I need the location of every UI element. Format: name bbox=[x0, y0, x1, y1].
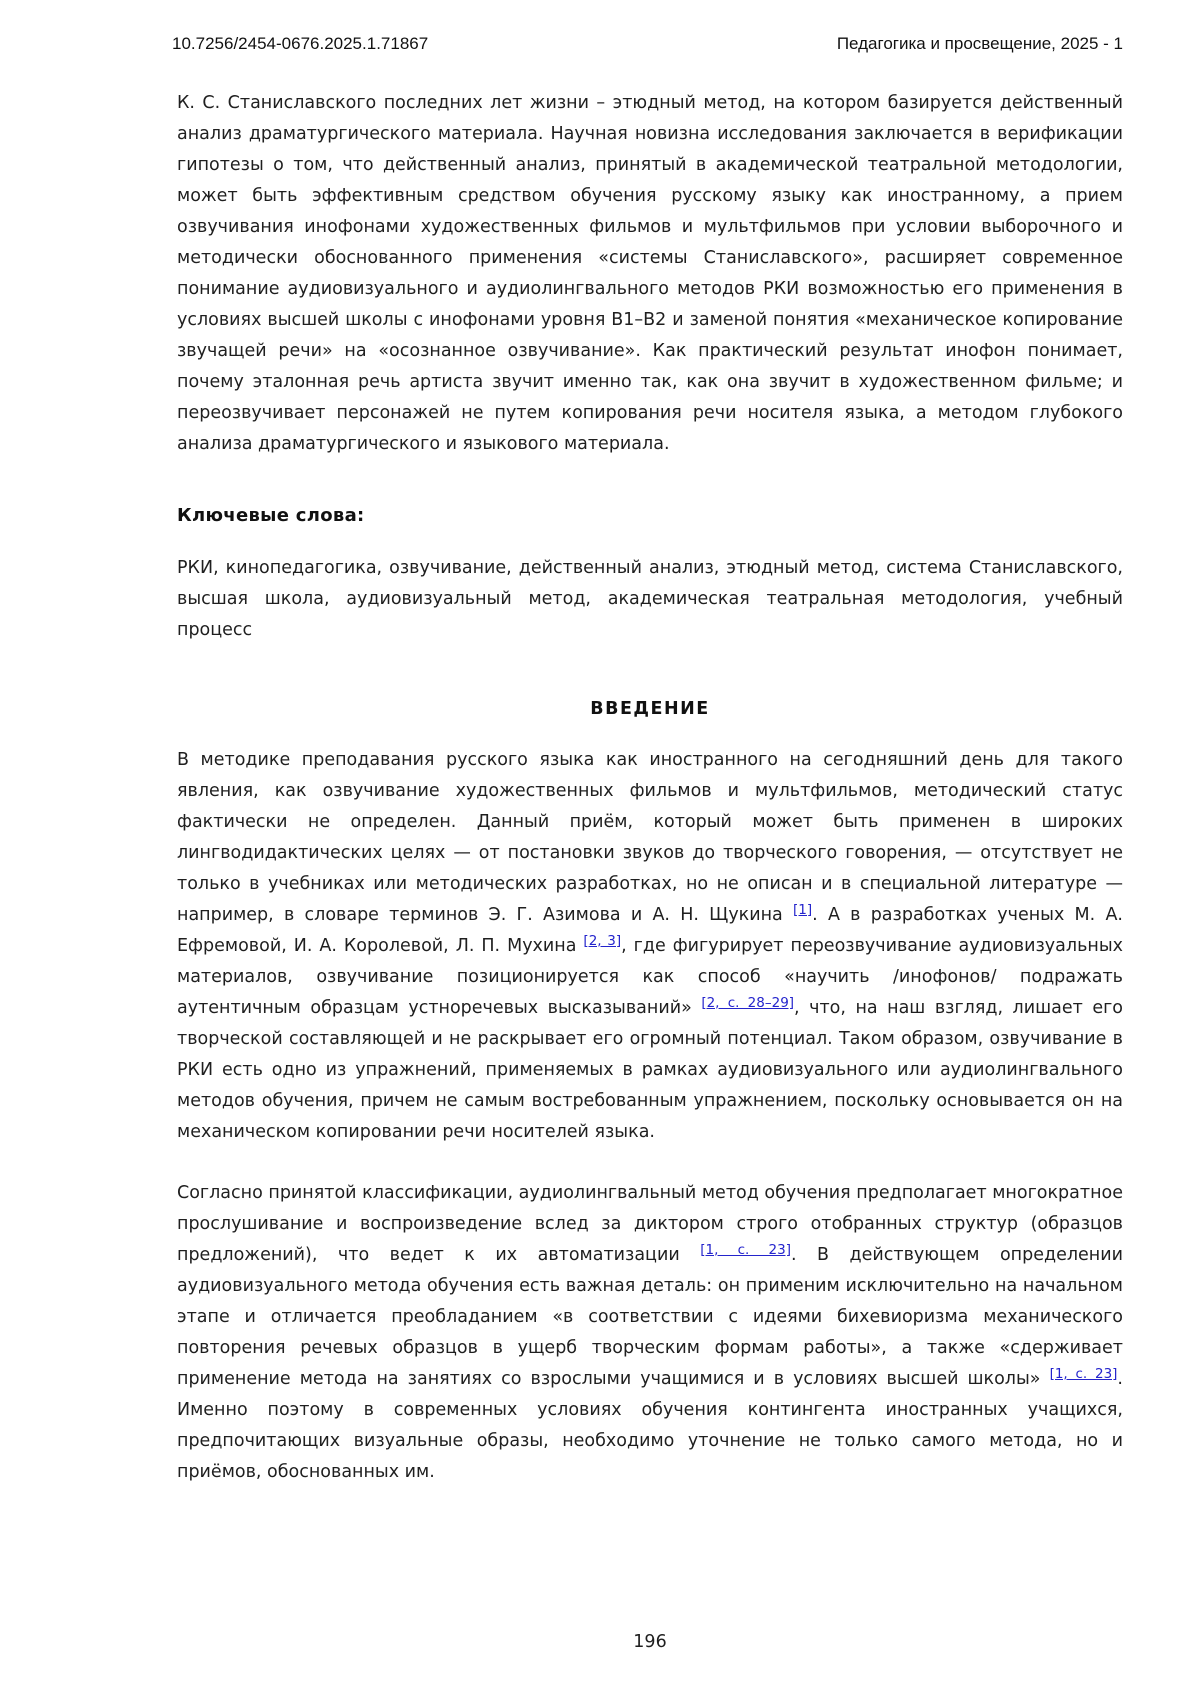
reference-link[interactable]: [1] bbox=[793, 902, 813, 918]
reference-link[interactable]: [2, с. 28–29] bbox=[701, 995, 795, 1011]
keywords-text: РКИ, кинопедагогика, озвучивание, действенный анализ, этюдный метод, система Станиславского, высшая школа, аудиовизуальный метод, академическая театральная методология, учебный процесс bbox=[177, 558, 1123, 640]
abstract-continuation-text: К. С. Станиславского последних лет жизни – этюдный метод, на котором базируется действенный анализ драматургического материала. Научная новизна исследования заключается в верификации гипотезы о том, что действенный анализ, принятый в академической театральной методологии, может быть эффективным средством обучения русскому языку как иностранному, а прием озвучивания инофонами художественных фильмов и мультфильмов при условии выборочного и методически обоснованного применения «системы Станиславского», расширяет современное понимание аудиовизуального и аудиолингвального методов РКИ возможностью его применения в условиях высшей школы с инофонами уровня В1–В2 и заменой понятия «механическое копирование звучащей речи» на «осознанное озвучивание». Как практический результат инофон понимает, почему эталонная речь артиста звучит именно так, как она звучит в художественном фильме; и переозвучивает персонажей не путем копирования речи носителя языка, а методом глубокого анализа драматургического и языкового материала. bbox=[177, 93, 1123, 454]
page-number: 196 bbox=[633, 1632, 667, 1652]
keywords-heading: Ключевые слова: bbox=[177, 505, 365, 526]
reference-link[interactable]: [1, с. 23] bbox=[700, 1242, 791, 1258]
article-body bbox=[177, 88, 1123, 1488]
page-header bbox=[172, 33, 1123, 55]
journal-title: Педагогика и просвещение, 2025 - 1 bbox=[836, 34, 1123, 53]
intro-paragraph: Согласно принятой классификации, аудиолингвальный метод обучения предполагает многократное прослушивание и воспроизведение вслед за диктором строго отобранных структур (образцов предложений), что ведет к их автоматизации [1, с. 23]. В действующем определении аудиовизуального метода обучения есть важная деталь: он применим исключительно на начальном этапе и отличается преобладанием «в соответствии с идеями бихевиоризма механического повторения речевых образцов в ущерб творческим формам работы», а также «сдерживает применение метода на занятиях со взрослыми учащимися и в условиях высшей школы» [1, с. 23]. Именно поэтому в современных условиях обучения контингента иностранных учащихся, предпочитающих визуальные образы, необходимо уточнение не только самого метода, но и приёмов, обоснованных им. bbox=[177, 1183, 1123, 1482]
reference-link[interactable]: [1, с. 23] bbox=[1049, 1366, 1118, 1382]
doi-label: 10.7256/2454-0676.2025.1.71867 bbox=[172, 34, 429, 53]
intro-paragraph: В методике преподавания русского языка как иностранного на сегодняшний день для такого явления, как озвучивание художественных фильмов и мультфильмов, методический статус фактически не определен. Данный приём, который может быть применен в широких лингводидактических целях — от постановки звуков до творческого говорения, — отсутствует не только в учебниках или методических разработках, но не описан и в специальной литературе — например, в словаре терминов Э. Г. Азимова и А. Н. Щукина [1]. А в разработках ученых М. А. Ефремовой, И. А. Королевой, Л. П. Мухина [2, 3], где фигурирует переозвучивание аудиовизуальных материалов, озвучивание позиционируется как способ «научить /инофонов/ подражать аутентичным образцам устноречевых высказываний» [2, с. 28–29], что, на наш взгляд, лишает его творческой составляющей и не раскрывает его огромный потенциал. Таком образом, озвучивание в РКИ есть одно из упражнений, применяемых в рамках аудиовизуального или аудиолингвального методов обучения, причем не самым востребованным упражнением, поскольку основывается он на механическом копировании речи носителей языка. bbox=[177, 750, 1123, 1142]
section-heading-introduction: ВВЕДЕНИЕ bbox=[590, 699, 710, 719]
reference-link[interactable]: [2, 3] bbox=[583, 933, 622, 949]
